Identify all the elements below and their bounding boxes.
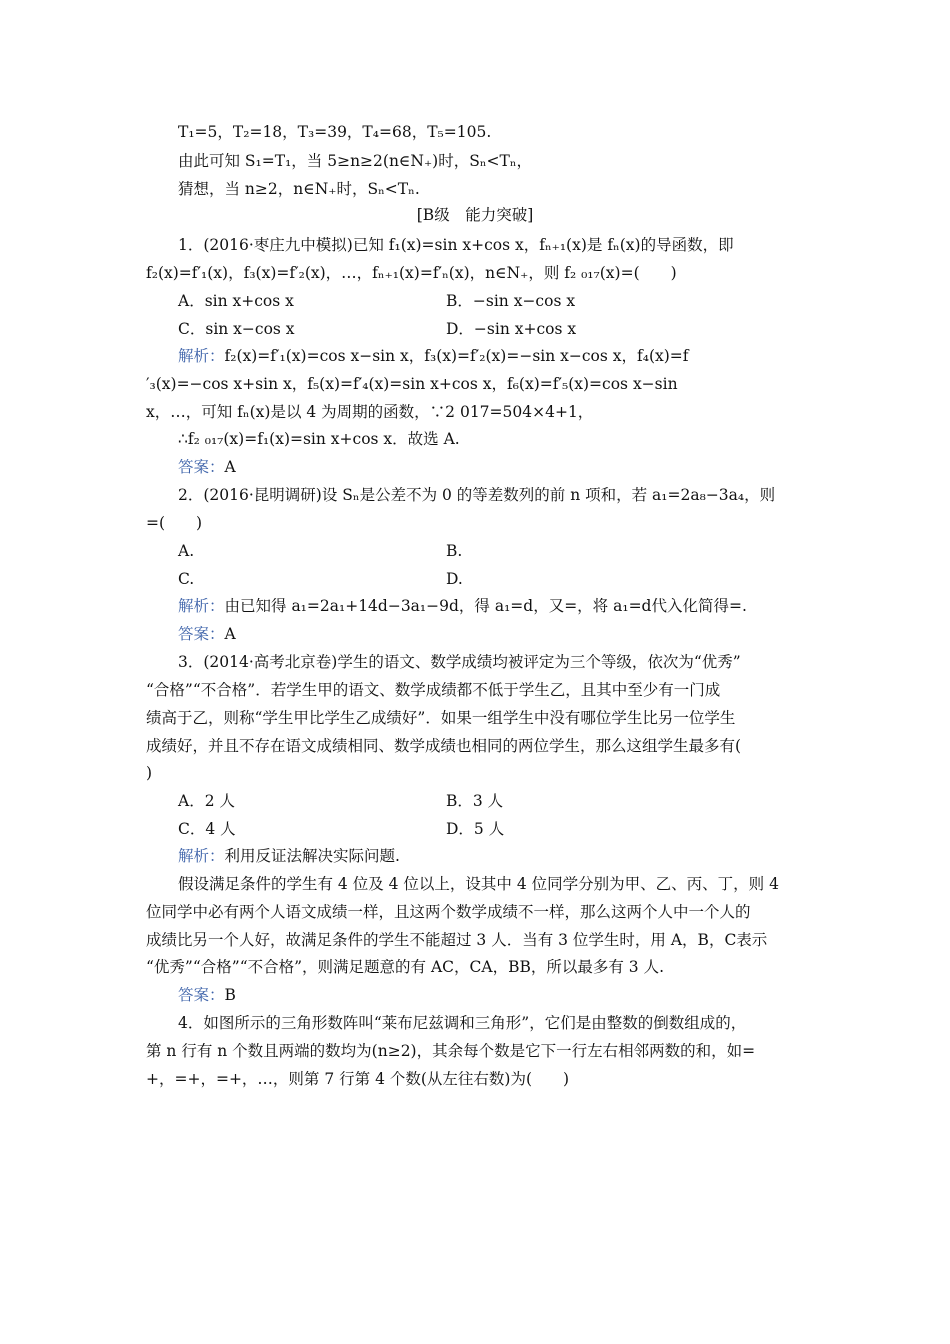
q1-stem-line1: 1．(2016·枣庄九中模拟)已知 f₁(x)=sin x+cos x，fₙ₊₁(x)是 fₙ(x)的导函数，即	[178, 236, 734, 254]
q3-stem-line3: 绩高于乙，则称“学生甲比学生乙成绩好”．如果一组学生中没有哪位学生比另一位学生	[146, 709, 736, 727]
q1-answer: A	[224, 458, 236, 476]
analysis-label: 解析：	[178, 847, 225, 865]
q2-option-c: C.	[178, 570, 195, 588]
q2-answer-line	[178, 624, 236, 644]
q1-analysis-line3: x，…，可知 fₙ(x)是以 4 为周期的函数，∵2 017=504×4+1，	[146, 403, 594, 421]
q1-option-b: B．−sin x−cos x	[446, 292, 576, 310]
q1-option-c: C．sin x−cos x	[178, 320, 295, 338]
t-values-line: T₁=5，T₂=18，T₃=39，T₄=68，T₅=105.	[178, 123, 492, 141]
q2-analysis-line	[178, 596, 747, 616]
q3-explanation-line1: 假设满足条件的学生有 4 位及 4 位以上，设其中 4 位同学分别为甲、乙、丙、丁，则 4	[178, 875, 779, 893]
q4-stem-line2: 第 n 行有 n 个数且两端的数均为(n≥2)，其余每个数是它下一行左右相邻两数的和，如=	[146, 1042, 756, 1060]
q1-stem-line2: f₂(x)=f′₁(x)，f₃(x)=f′₂(x)，…，fₙ₊₁(x)=f′ₙ(x)，n∈N₊，则 f₂ ₀₁₇(x)=( )	[146, 264, 677, 282]
q3-option-c: C．4 人	[178, 820, 236, 838]
q2-option-b: B.	[446, 542, 463, 560]
q4-stem-line3: +，=+，=+，…，则第 7 行第 4 个数(从左往右数)为( )	[146, 1070, 570, 1088]
q1-option-d: D．−sin x+cos x	[446, 320, 577, 338]
q2-option-d: D.	[446, 570, 463, 588]
q2-option-a: A.	[178, 542, 195, 560]
analysis-label: 解析：	[178, 347, 225, 365]
q2-stem-line1: 2．(2016·昆明调研)设 Sₙ是公差不为 0 的等差数列的前 n 项和，若 a₁=2a₈−3a₄，则	[178, 486, 776, 504]
q1-analysis-line1	[178, 346, 689, 366]
q3-answer: B	[224, 986, 236, 1004]
q3-explanation-line3: 成绩比另一个人好，故满足条件的学生不能超过 3 人．当有 3 位学生时，用 A，B，C表示	[146, 931, 768, 949]
q3-option-d: D．5 人	[446, 820, 505, 838]
answer-label: 答案：	[178, 625, 225, 643]
q3-stem-line5: )	[146, 764, 153, 782]
q3-analysis-text: 利用反证法解决实际问题.	[224, 847, 400, 865]
q2-analysis-text: 由已知得 a₁=2a₁+14d−3a₁−9d，得 a₁=d，又=，将 a₁=d代入化简得=.	[224, 597, 747, 615]
answer-label: 答案：	[178, 986, 225, 1004]
guess-line: 猜想，当 n≥2，n∈N₊时，Sₙ<Tₙ.	[178, 180, 420, 198]
q1-analysis-line2: ′₃(x)=−cos x+sin x，f₅(x)=f′₄(x)=sin x+cos x，f₆(x)=f′₅(x)=cos x−sin	[146, 375, 678, 393]
q3-option-a: A．2 人	[178, 792, 235, 810]
q1-analysis-text1: f₂(x)=f′₁(x)=cos x−sin x，f₃(x)=f′₂(x)=−sin x−cos x，f₄(x)=f	[224, 347, 689, 365]
q3-stem-line2: “合格”“不合格”．若学生甲的语文、数学成绩都不低于学生乙，且其中至少有一门成	[146, 681, 721, 699]
q3-answer-line	[178, 985, 236, 1005]
q1-answer-line	[178, 457, 236, 477]
conclusion-line: 由此可知 S₁=T₁，当 5≥n≥2(n∈N₊)时，Sₙ<Tₙ，	[178, 152, 533, 170]
section-title: [B级 能力突破]	[416, 206, 534, 224]
q2-answer: A	[224, 625, 236, 643]
q3-option-b: B．3 人	[446, 792, 504, 810]
q3-stem-line4: 成绩好，并且不存在语文成绩相同、数学成绩也相同的两位学生，那么这组学生最多有(	[146, 737, 742, 755]
q3-stem-line1: 3．(2014·高考北京卷)学生的语文、数学成绩均被评定为三个等级，依次为“优秀”	[178, 653, 741, 671]
analysis-label: 解析：	[178, 597, 225, 615]
q4-stem-line1: 4．如图所示的三角形数阵叫“莱布尼兹调和三角形”，它们是由整数的倒数组成的，	[178, 1014, 747, 1032]
answer-label: 答案：	[178, 458, 225, 476]
q2-stem-line2: =( )	[146, 514, 203, 532]
q3-analysis-line	[178, 846, 400, 866]
q1-option-a: A．sin x+cos x	[178, 292, 294, 310]
q3-explanation-line2: 位同学中必有两个人语文成绩一样，且这两个数学成绩不一样，那么这两个人中一个人的	[146, 903, 751, 921]
q3-explanation-line4: “优秀”“合格”“不合格”，则满足题意的有 AC，CA，BB，所以最多有 3 人.	[146, 958, 665, 976]
q1-analysis-line4: ∴f₂ ₀₁₇(x)=f₁(x)=sin x+cos x．故选 A.	[178, 430, 460, 448]
